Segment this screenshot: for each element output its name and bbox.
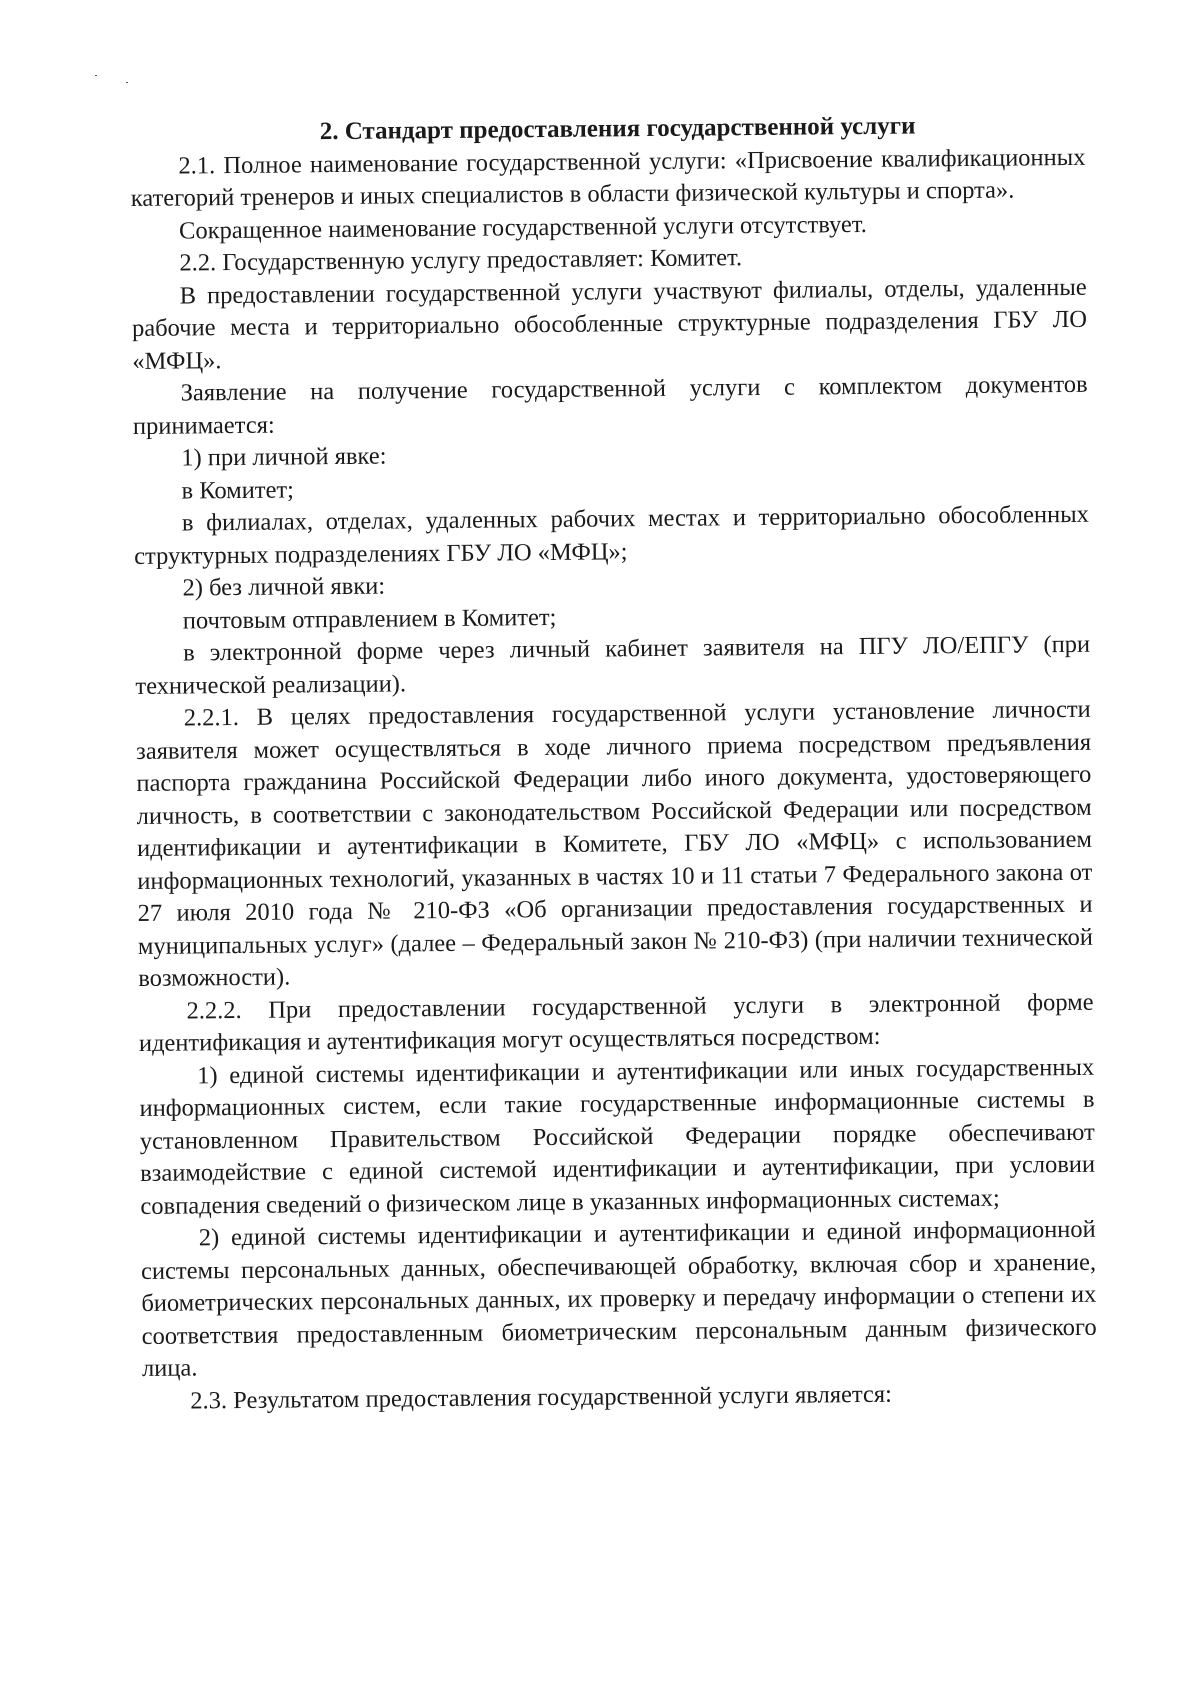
scan-speck — [95, 75, 97, 76]
list-item-in-person: 1) при личной явке: — [181, 442, 387, 472]
list-item-mail: почтовым отправлением в Комитет; — [182, 603, 557, 635]
paragraph-participants: В предоставлении государственной услуги участвуют филиалы, отделы, удаленные рабочие места и территориально обособленные структурные подразделения ГБУ ЛО «МФЦ». — [131, 273, 1088, 375]
list-item-esia: 1) единой системы идентификации и аутентификации или иных государственных информационных систем, если такие государственные информационные системы в установленном Правительством Российской Федерации порядке обеспечивают взаимодействие с единой системой идентификации и аутентификации, при условии совпадения сведений о физическом лице в указанных информационных системах; — [139, 1053, 1096, 1220]
section-heading: 2. Стандарт предоставления государственной услуги — [319, 112, 916, 146]
document-body — [130, 109, 1097, 1418]
list-item-electronic: в электронной форме через личный кабинет заявителя на ПГУ ЛО/ЕПГУ (при технической реализации). — [135, 630, 1091, 700]
scan-speck — [126, 82, 128, 83]
paragraph-application: Заявление на получение государственной услуги с комплектом документов принимается: — [132, 370, 1088, 440]
paragraph-2-1: 2.1. Полное наименование государственной услуги: «Присвоение квалификационных категорий тренеров и иных специалистов в области физической культуры и спорта». — [130, 143, 1086, 212]
paragraph-2-2-2: 2.2.2. При предоставлении государственной услуги в электронной форме идентификация и аутентификация могут осуществляться посредством: — [138, 988, 1094, 1057]
paragraph-2-2: 2.2. Государственную услугу предоставляет: Комитет. — [179, 244, 743, 277]
paragraph-2-2-1: 2.2.1. В целях предоставления государственной услуги установление личности заявителя может осуществляться в ходе личного приема посредством предъявления паспорта гражданина Российской Федерации либо иного документа, удостоверяющего личность, в соответствии с законодательством Российской Федерации или посредством идентификации и аутентификации в Комитете, ГБУ ЛО «МФЦ» с использованием информационных технологий, указанных в частях 10 и 11 статьи 7 Федерального закона от 27 июля 2010 года № 210-ФЗ «Об организации предоставления государственных и муниципальных услуг» (далее – Федеральный закон № 210-ФЗ) (при наличии технической возможности). — [135, 695, 1094, 992]
list-item-biometric: 2) единой системы идентификации и аутентификации и единой информационной системы персональных данных, обеспечивающей обработку, включая сбор и хранение, биометрических персональных данных, их проверку и передачу информации о степени их соответствия предоставленным биометрическим персональным данным физического лица. — [140, 1215, 1097, 1382]
list-item-committee: в Комитет; — [181, 475, 295, 505]
list-item-mfc-branches: в филиалах, отделах, удаленных рабочих местах и территориально обособленных структурных подразделениях ГБУ ЛО «МФЦ»; — [134, 500, 1089, 570]
list-item-remote: 2) без личной явки: — [182, 572, 386, 602]
paragraph-2-3: 2.3. Результатом предоставления государственной услуги является: — [190, 1380, 893, 1414]
paragraph-short-name: Сокращенное наименование государственной услуги отсутствует. — [178, 210, 867, 245]
